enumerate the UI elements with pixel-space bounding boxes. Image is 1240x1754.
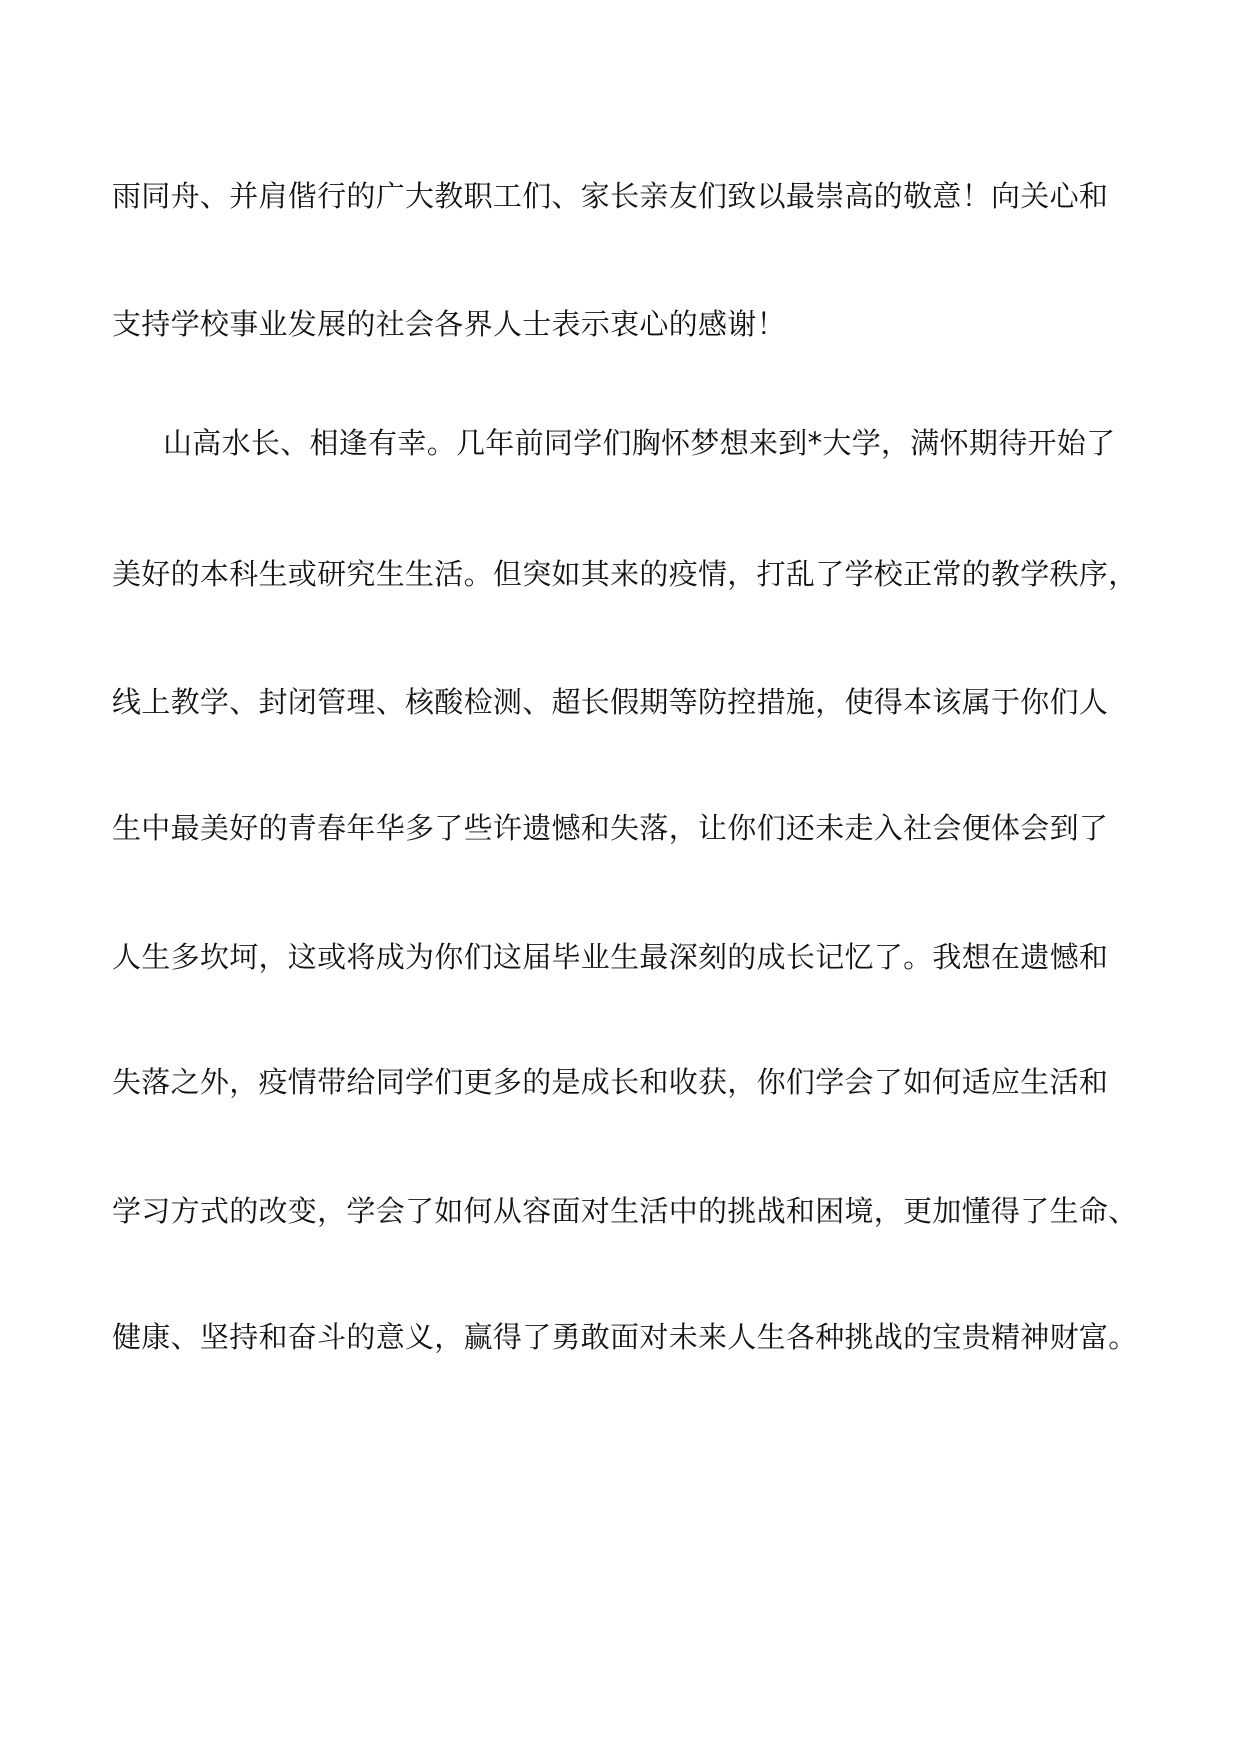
text-line: 支持学校事业发展的社会各界人士表示衷心的感谢！ <box>112 307 786 341</box>
text-line: 美好的本科生或研究生生活。但突如其来的疫情，打乱了学校正常的教学秩序， <box>112 557 1138 591</box>
text-line: 学习方式的改变，学会了如何从容面对生活中的挑战和困境，更加懂得了生命、 <box>112 1194 1138 1228</box>
text-line: 雨同舟、并肩偕行的广大教职工们、家长亲友们致以最崇高的敬意！向关心和 <box>112 179 1109 213</box>
text-line: 失落之外，疫情带给同学们更多的是成长和收获，你们学会了如何适应生活和 <box>112 1065 1109 1099</box>
paragraph-start-line: 山高水长、相逢有幸。几年前同学们胸怀梦想来到*大学，满怀期待开始了 <box>163 426 1116 460</box>
text-line: 线上教学、封闭管理、核酸检测、超长假期等防控措施，使得本该属于你们人 <box>112 685 1109 719</box>
text-line: 健康、坚持和奋斗的意义，赢得了勇敢面对未来人生各种挑战的宝贵精神财富。 <box>112 1320 1138 1354</box>
text-line: 生中最美好的青春年华多了些许遗憾和失落，让你们还未走入社会便体会到了 <box>112 811 1109 845</box>
text-line: 人生多坎坷，这或将成为你们这届毕业生最深刻的成长记忆了。我想在遗憾和 <box>112 940 1109 974</box>
